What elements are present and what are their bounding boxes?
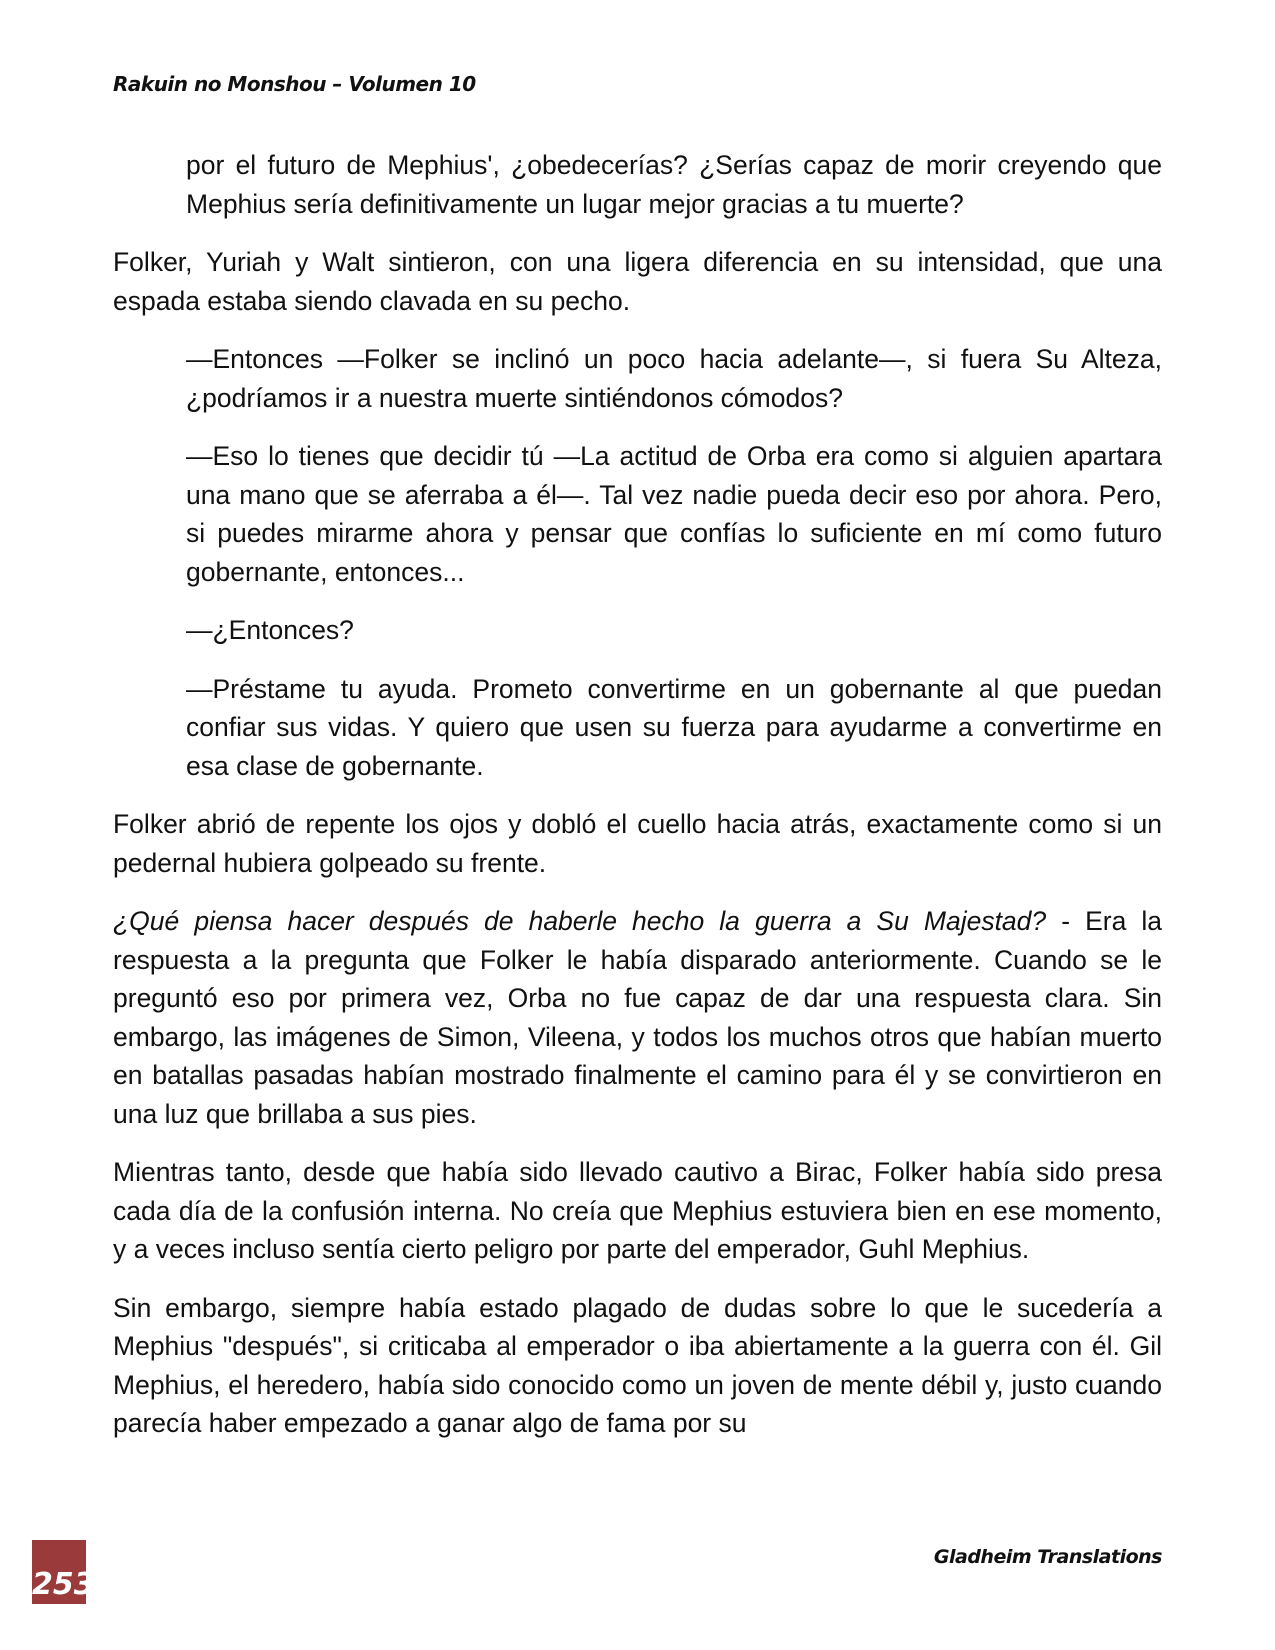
paragraph-text: —¿Entonces? [186,615,354,645]
paragraph-text: Folker abrió de repente los ojos y dobló el cuello hacia atrás, exactamente como si un pedernal hubiera golpeado su frente. [113,809,1162,878]
page-number: 253 [32,1567,95,1602]
paragraph-text: Folker, Yuriah y Walt sintieron, con una ligera diferencia en su intensidad, que una espada estaba siendo clavada en su pecho. [113,247,1162,316]
paragraph-9 [113,1153,1162,1269]
paragraph-7 [113,805,1162,882]
body-text [113,146,1162,1463]
paragraph-text: - Era la respuesta a la pregunta que Folker le había disparado anteriormente. Cuando se le preguntó eso por primera vez, Orba no fue capaz de dar una respuesta clara. Sin embargo, las imágenes de Simon, Vileena, y todos los muchos otros que habían muerto en batallas pasadas habían mostrado finalmente el camino para él y se convirtieron en una luz que brillaba a sus pies. [113,906,1163,1129]
paragraph-text: Sin embargo, siempre había estado plagado de dudas sobre lo que le sucedería a Mephius "después", si criticaba al emperador o iba abiertamente a la guerra con él. Gil Mephius, el heredero, había sido conocido como un joven de mente débil y, justo cuando parecía haber empezado a ganar algo de fama por su [113,1292,1162,1438]
italic-question: ¿Qué piensa hacer después de haberle hecho la guerra a Su Majestad? [113,906,1047,936]
paragraph-text: —Eso lo tienes que decidir tú —La actitud de Orba era como si alguien apartara una mano que se aferraba a él—. Tal vez nadie pueda decir eso por ahora. Pero, si puedes mirarme ahora y pensar que confías lo suficiente en mí como futuro gobernante, entonces... [186,441,1162,587]
paragraph-6 [186,670,1162,786]
paragraph-10 [113,1289,1162,1443]
page-number-badge [32,1540,95,1604]
paragraph-3 [186,340,1162,417]
paragraph-5 [186,611,1162,650]
paragraph-text: —Entonces —Folker se inclinó un poco hacia adelante—, si fuera Su Alteza, ¿podríamos ir a nuestra muerte sintiéndonos cómodos? [186,344,1162,413]
paragraph-text: por el futuro de Mephius', ¿obedecerías? ¿Serías capaz de morir creyendo que Mephius sería definitivamente un lugar mejor gracias a tu muerte? [186,150,1162,219]
paragraph-4 [186,437,1162,591]
paragraph-2 [113,243,1162,320]
paragraph-1 [186,146,1162,223]
paragraph-text: —Préstame tu ayuda. Prometo convertirme en un gobernante al que puedan confiar sus vidas. Y quiero que usen su fuerza para ayudarme a convertirme en esa clase de gobernante. [186,673,1162,781]
running-header-title: Rakuin no Monshou – Volumen 10 [113,72,476,96]
paragraph-8 [113,902,1162,1133]
paragraph-text: Mientras tanto, desde que había sido llevado cautivo a Birac, Folker había sido presa cada día de la confusión interna. No creía que Mephius estuviera bien en ese momento, y a veces incluso sentía cierto peligro por parte del emperador, Guhl Mephius. [113,1157,1162,1264]
footer-brand: Gladheim Translations [933,1546,1162,1568]
